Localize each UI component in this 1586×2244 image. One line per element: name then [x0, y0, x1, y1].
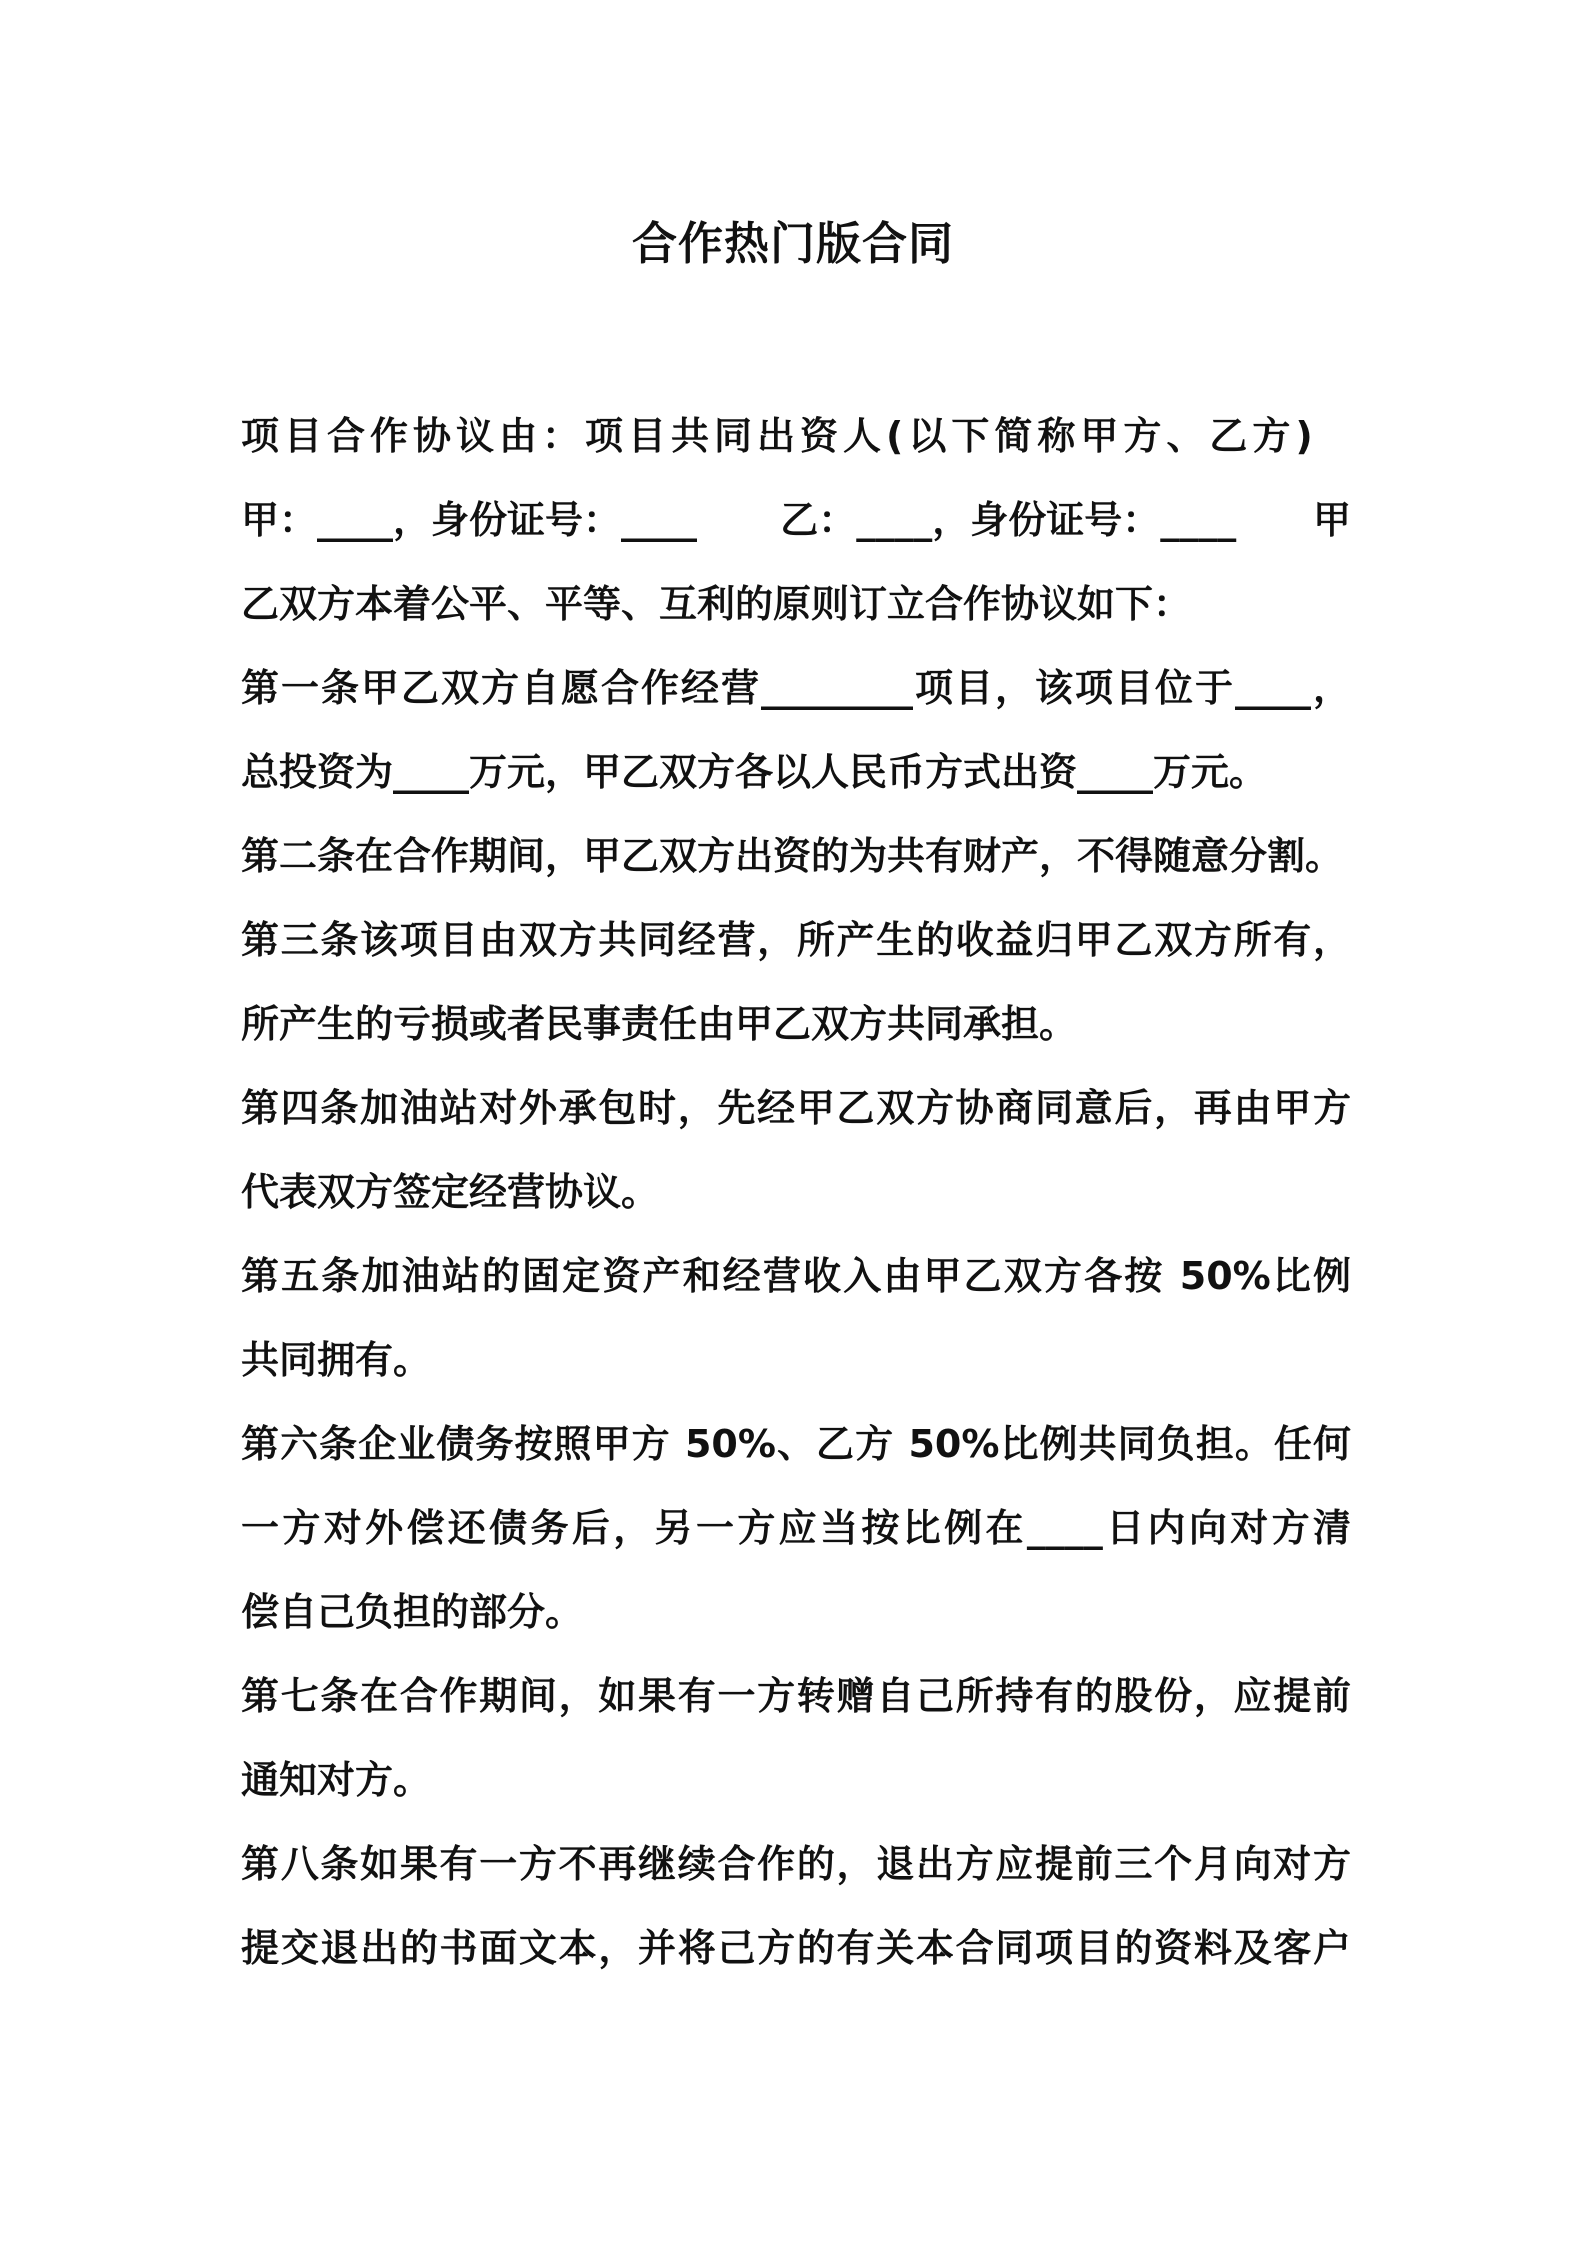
clause-line: 第三条该项目由双方共同经营，所产生的收益归甲乙双方所有，	[241, 918, 1351, 962]
clause-line: 第五条加油站的固定资产和经营收入由甲乙双方各按 50%比例	[241, 1254, 1351, 1298]
clause-line: 第八条如果有一方不再继续合作的，退出方应提前三个月向对方	[241, 1842, 1351, 1886]
clause-line: 所产生的亏损或者民事责任由甲乙双方共同承担。	[241, 1002, 1078, 1046]
clause-line: 总投资为____万元，甲乙双方各以人民币方式出资____万元。	[241, 750, 1268, 794]
clause-line: 一方对外偿还债务后，另一方应当按比例在____日内向对方清	[241, 1506, 1351, 1550]
clause-line: 第四条加油站对外承包时，先经甲乙双方协商同意后，再由甲方	[241, 1086, 1351, 1130]
clause-line: 第二条在合作期间，甲乙双方出资的为共有财产，不得随意分割。	[241, 834, 1344, 878]
clause-line: 偿自己负担的部分。	[241, 1590, 584, 1634]
clause-line: 通知对方。	[241, 1758, 432, 1802]
preamble-line: 项目合作协议由：项目共同出资人(以下简称甲方、乙方)	[241, 414, 1318, 458]
clause-line: 乙双方本着公平、平等、互利的原则订立合作协议如下：	[241, 582, 1192, 626]
document-title: 合作热门版合同	[631, 217, 954, 270]
clause-line: 代表双方签定经营协议。	[241, 1170, 660, 1214]
party-b-field: 乙：____，身份证号：____	[780, 498, 1237, 542]
parties-line	[241, 478, 1351, 562]
clause-line: 提交退出的书面文本，并将己方的有关本合同项目的资料及客户	[241, 1926, 1351, 1970]
clause-line: 第七条在合作期间，如果有一方转赠自己所持有的股份，应提前	[241, 1674, 1351, 1718]
clause-line: 共同拥有。	[241, 1338, 432, 1382]
clause-line: 第六条企业债务按照甲方 50%、乙方 50%比例共同负担。任何	[241, 1422, 1351, 1466]
clause-line: 第一条甲乙双方自愿合作经营________项目，该项目位于____，	[241, 666, 1351, 710]
party-continuation: 甲	[1312, 498, 1351, 542]
party-a-field: 甲：____，身份证号：____	[241, 498, 698, 542]
